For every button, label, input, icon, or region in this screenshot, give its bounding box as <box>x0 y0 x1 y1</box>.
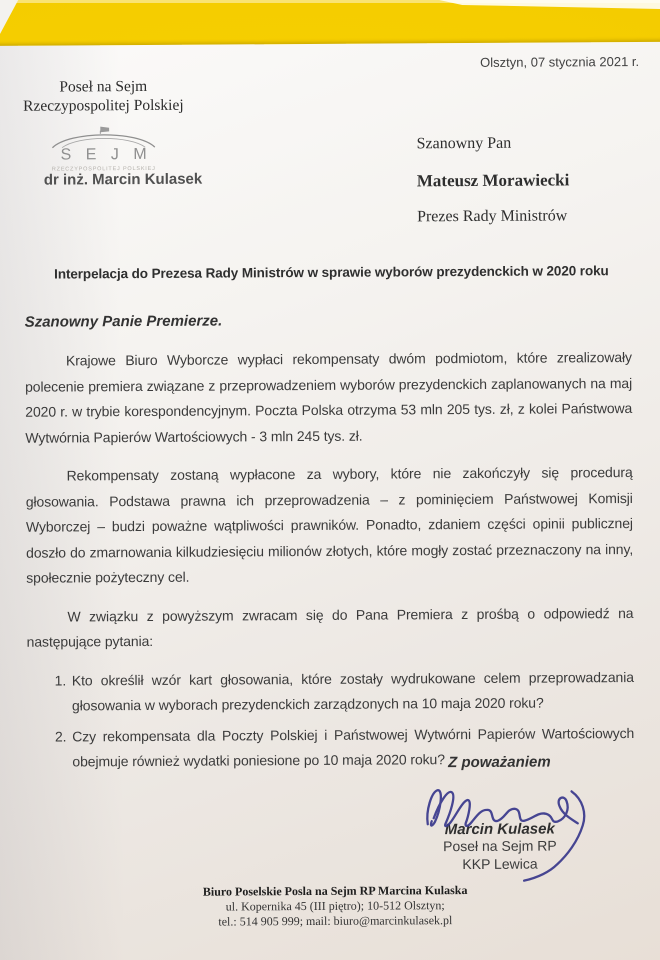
closing-block <box>389 753 610 873</box>
recipient-title: Prezes Rady Ministrów <box>416 207 568 226</box>
signer-role-1: Poseł na Sejm RP <box>443 837 557 855</box>
footer-line-2: ul. Kopernika 45 (III piętro); 10-512 Olsztyn; <box>225 898 445 914</box>
body-paragraph-1: Krajowe Biuro Wyborcze wypłaci rekompensaty dwóm podmiotom, które zrealizowały polecenie premiera związane z przeprowadzeniem wyborów prezydenckich zaplanowanych na maj 2020 r. w trybie korespondencyjnym. Poczta Polska otrzyma 53 mln 205 tys. zł, z kolei Państwowa Wytwórnia Papierów Wartościowych - 3 mln 245 tys. zł. <box>25 349 633 446</box>
footer-line-1: Biuro Poselskie Posla na Sejm RP Marcina Kulaska <box>202 883 468 899</box>
question-item-2: 2. Czy rekompensata dla Poczty Polskiej i Państwowej Wytwórni Papierów Wartościowych obejmuje również wydatki poniesione po 10 maja 2020 roku? <box>70 721 634 775</box>
sender-name: dr inż. Marcin Kulasek <box>43 170 203 189</box>
date-line: Olsztyn, 07 stycznia 2021 r. <box>480 53 640 70</box>
footer-line-3: tel.: 514 905 999; mail: biuro@marcinkulasek.pl <box>218 912 453 929</box>
question-item-1: 1. Kto określił wzór kart głosowania, które zostały wydrukowane celem przeprowadzania głosowania w wyborach prezydenckich zarządzonych na 10 maja 2020 roku? <box>70 665 634 719</box>
greeting-line: Szanowny Panie Premierze. <box>24 312 223 331</box>
body-paragraph-3: W związku z powyższym zwracam się do Pana Premiera z prośbą o odpowiedź na następujące pytania: <box>26 604 634 650</box>
recipient-name: Mateusz Morawiecki <box>416 170 570 191</box>
letterhead <box>10 77 197 173</box>
letterhead-office-line1: Poseł na Sejm <box>59 77 148 96</box>
sejm-dome-icon <box>43 124 163 149</box>
signer-name: Marcin Kulasek <box>444 820 555 839</box>
recipient-salutation: Szanowny Pan <box>416 134 512 153</box>
letter-page <box>0 42 660 960</box>
letter-body <box>25 345 635 780</box>
recipient-block <box>417 134 570 226</box>
body-paragraph-2: Rekompensaty zostaną wypłacone za wybory, które nie zakończyły się procedurą głosowania. Podstawa prawna ich przeprowadzenia – z pominięciem Państwowej Komisji Wyborczej – budzi poważne wątpliwości prawników. Ponadto, zdaniem części opinii publicznej doszło do zmarnowania kilkudziesięciu milionów złotych, które mogły zostać przeznaczony na inny, społecznie pożyteczny cel. <box>25 464 634 586</box>
photo-edge-top-left <box>0 0 26 40</box>
sejm-logo-letters: S E J M <box>60 145 152 164</box>
photo-edge-top-right <box>430 0 660 9</box>
subject-line: Interpelacja do Prezesa Rady Ministrów w sprawie wyborów prezydenckich w 2020 roku <box>54 263 609 282</box>
valediction: Z poważaniem <box>448 753 551 772</box>
sejm-logo <box>10 124 196 173</box>
footer-block <box>5 882 660 930</box>
signer-role-2: KKP Lewica <box>462 855 538 872</box>
letterhead-office-line2: Rzeczypospolitej Polskiej <box>23 96 184 115</box>
sejm-logo-caption: RZECZYPOSPOLITEJ POLSKIEJ <box>51 165 156 173</box>
letter-content <box>0 42 660 960</box>
